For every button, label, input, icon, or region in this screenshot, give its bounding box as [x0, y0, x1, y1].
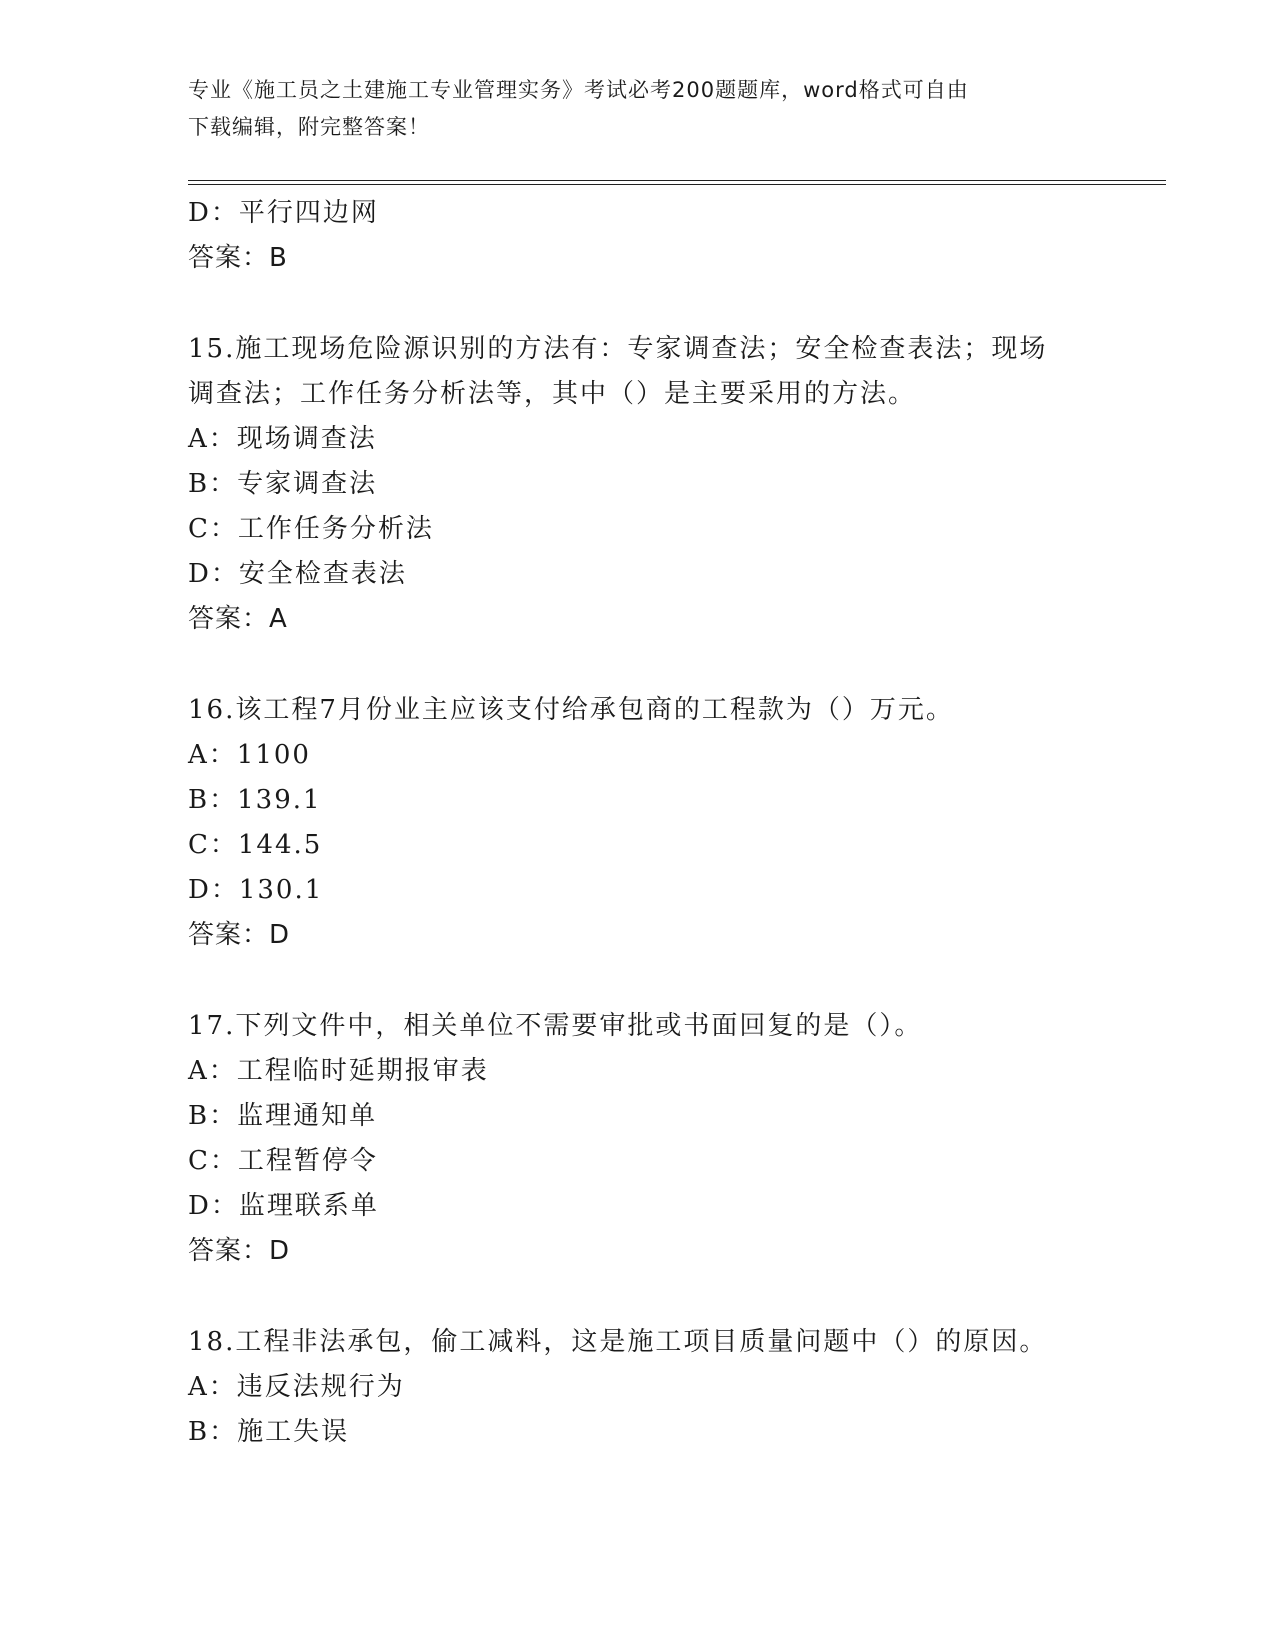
previous-question-tail [188, 191, 1088, 281]
option-c: C：工程暂停令 [188, 1146, 378, 1176]
question-15 [188, 327, 1088, 642]
option-b: B：监理通知单 [188, 1101, 378, 1131]
option-b: B：施工失误 [188, 1417, 350, 1447]
option-a: A：工程临时延期报审表 [188, 1056, 489, 1086]
question-text-line-1: 15.施工现场危险源识别的方法有：专家调查法；安全检查表法；现场 [188, 334, 1048, 364]
option-a: A：1100 [188, 740, 311, 770]
question-text-line-1: 18.工程非法承包，偷工减料，这是施工项目质量问题中（）的原因。 [188, 1327, 1048, 1357]
question-16 [188, 688, 1088, 958]
option-d: D：安全检查表法 [188, 559, 407, 589]
question-text-line-1: 16.该工程7月份业主应该支付给承包商的工程款为（）万元。 [188, 695, 954, 725]
question-text-line-1: 17.下列文件中，相关单位不需要审批或书面回复的是（）。 [188, 1011, 923, 1041]
header-divider-top [188, 180, 1166, 181]
option-d: D：130.1 [188, 875, 324, 905]
option-a: A：违反法规行为 [188, 1372, 405, 1402]
option-b: B：139.1 [188, 785, 322, 815]
option-d: D：监理联系单 [188, 1191, 379, 1221]
question-text-line-2: 调查法；工作任务分析法等，其中（）是主要采用的方法。 [188, 379, 917, 409]
answer-line: 答案：B [188, 243, 288, 273]
option-c: C：144.5 [188, 830, 323, 860]
option-c: C：工作任务分析法 [188, 514, 434, 544]
answer-line: 答案：D [188, 920, 291, 950]
answer-line: 答案：D [188, 1236, 291, 1266]
question-list [188, 191, 1088, 1455]
option-b: B：专家调查法 [188, 469, 378, 499]
header-divider-bottom [188, 184, 1166, 185]
answer-line: 答案：A [188, 604, 288, 634]
document-header [188, 72, 1088, 146]
question-17 [188, 1004, 1088, 1274]
question-18 [188, 1320, 1088, 1455]
header-line-2: 下载编辑，附完整答案！ [188, 115, 430, 139]
header-line-1: 专业《施工员之土建施工专业管理实务》考试必考200题题库，word格式可自由 [188, 78, 969, 102]
option-a: A：现场调查法 [188, 424, 377, 454]
option-d: D：平行四边网 [188, 198, 379, 228]
